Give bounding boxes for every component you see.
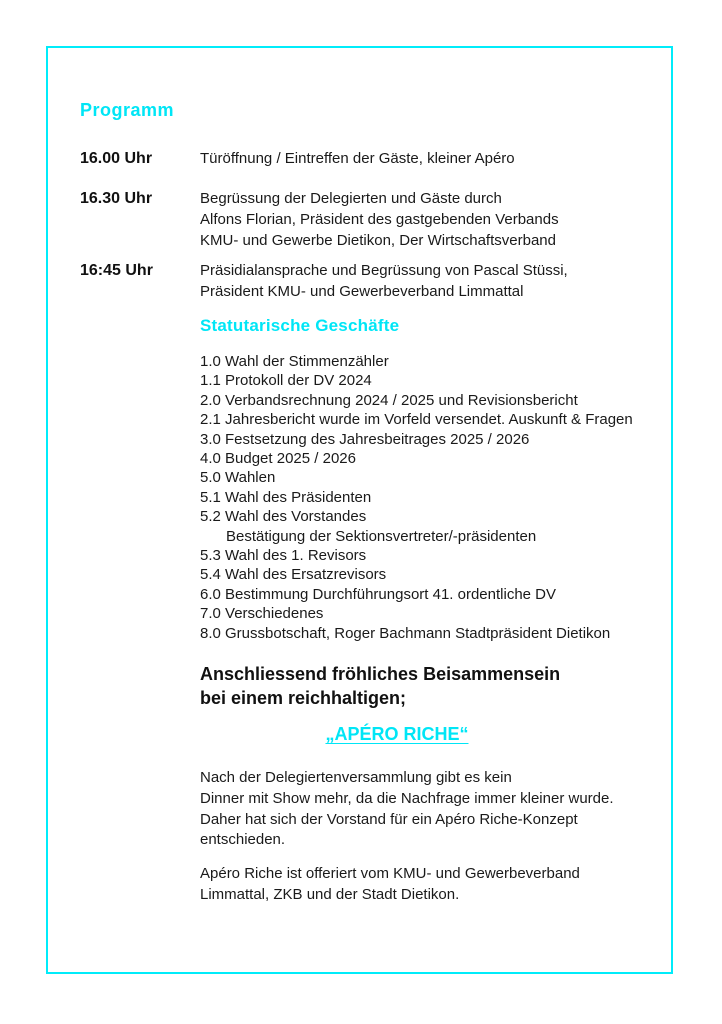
agenda-item: 6.0 Bestimmung Durchführungsort 41. ordentliche DV (200, 585, 557, 603)
agenda-item: 3.0 Festsetzung des Jahresbeitrages 2025 / 2026 (200, 430, 530, 448)
paragraph-line: Dinner mit Show mehr, da die Nachfrage immer kleiner wurde. (200, 789, 614, 807)
agenda-item: 4.0 Budget 2025 / 2026 (200, 450, 356, 468)
agenda-item: 1.0 Wahl der Stimmenzähler (200, 353, 389, 370)
time-label: 16.00 Uhr (80, 150, 153, 167)
agenda-list (200, 352, 633, 643)
agenda-item: 7.0 Verschiedenes (200, 605, 324, 623)
agenda-item: 5.3 Wahl des 1. Revisors (200, 547, 367, 565)
info-paragraph (200, 768, 614, 851)
agenda-item: 2.0 Verbandsrechnung 2024 / 2025 und Revisionsbericht (200, 391, 578, 409)
schedule-description-line: Präsidialansprache und Begrüssung von Pascal Stüssi, (200, 262, 568, 279)
closing-statement (200, 662, 560, 710)
schedule-row (80, 148, 515, 169)
schedule-description-line: Türöffnung / Eintreffen der Gäste, kleiner Apéro (200, 150, 515, 167)
agenda-item: 1.1 Protokoll der DV 2024 (200, 372, 372, 390)
agenda-item: 5.4 Wahl des Ersatzrevisors (200, 566, 387, 584)
schedule-description-line: Begrüssung der Delegierten und Gäste durch (200, 190, 502, 207)
sponsor-paragraph (200, 864, 580, 906)
closing-statement-line: Anschliessend fröhliches Beisammensein (200, 664, 561, 684)
agenda-item-subline: Bestätigung der Sektionsvertreter/-präsidenten (226, 527, 537, 545)
time-label: 16:45 Uhr (80, 262, 153, 279)
closing-statement-line: bei einem reichhaltigen; (200, 688, 407, 708)
schedule-description-line: Alfons Florian, Präsident des gastgebenden Verbands (200, 211, 559, 228)
agenda-item: 5.2 Wahl des Vorstandes (200, 508, 367, 526)
document-title: Programm (80, 100, 175, 120)
schedule-description (200, 260, 568, 302)
agenda-item: 5.0 Wahlen (200, 469, 276, 487)
agenda-item: 8.0 Grussbotschaft, Roger Bachmann Stadtpräsident Dietikon (200, 624, 611, 642)
paragraph-line: Nach der Delegiertenversammlung gibt es kein (200, 769, 512, 786)
paragraph-line: entschieden. (200, 831, 286, 849)
agenda-item: 2.1 Jahresbericht wurde im Vorfeld versendet. Auskunft & Fragen (200, 411, 633, 429)
schedule-row (80, 188, 559, 251)
time-label: 16.30 Uhr (80, 190, 153, 207)
paragraph-line: Daher hat sich der Vorstand für ein Apéro Riche-Konzept (200, 810, 578, 828)
agenda-heading: Statutarische Geschäfte (200, 316, 400, 335)
paragraph-line: Limmattal, ZKB und der Stadt Dietikon. (200, 885, 460, 903)
schedule-row (80, 260, 568, 302)
schedule-description (200, 188, 559, 251)
agenda-item: 5.1 Wahl des Präsidenten (200, 488, 372, 506)
schedule-description (200, 148, 515, 169)
schedule-description-line: Präsident KMU- und Gewerbeverband Limmattal (200, 283, 524, 300)
apero-riche-title: „APÉRO RICHE“ (325, 724, 469, 744)
paragraph-line: Apéro Riche ist offeriert vom KMU- und Gewerbeverband (200, 865, 580, 882)
schedule-description-line: KMU- und Gewerbe Dietikon, Der Wirtschaftsverband (200, 232, 556, 249)
